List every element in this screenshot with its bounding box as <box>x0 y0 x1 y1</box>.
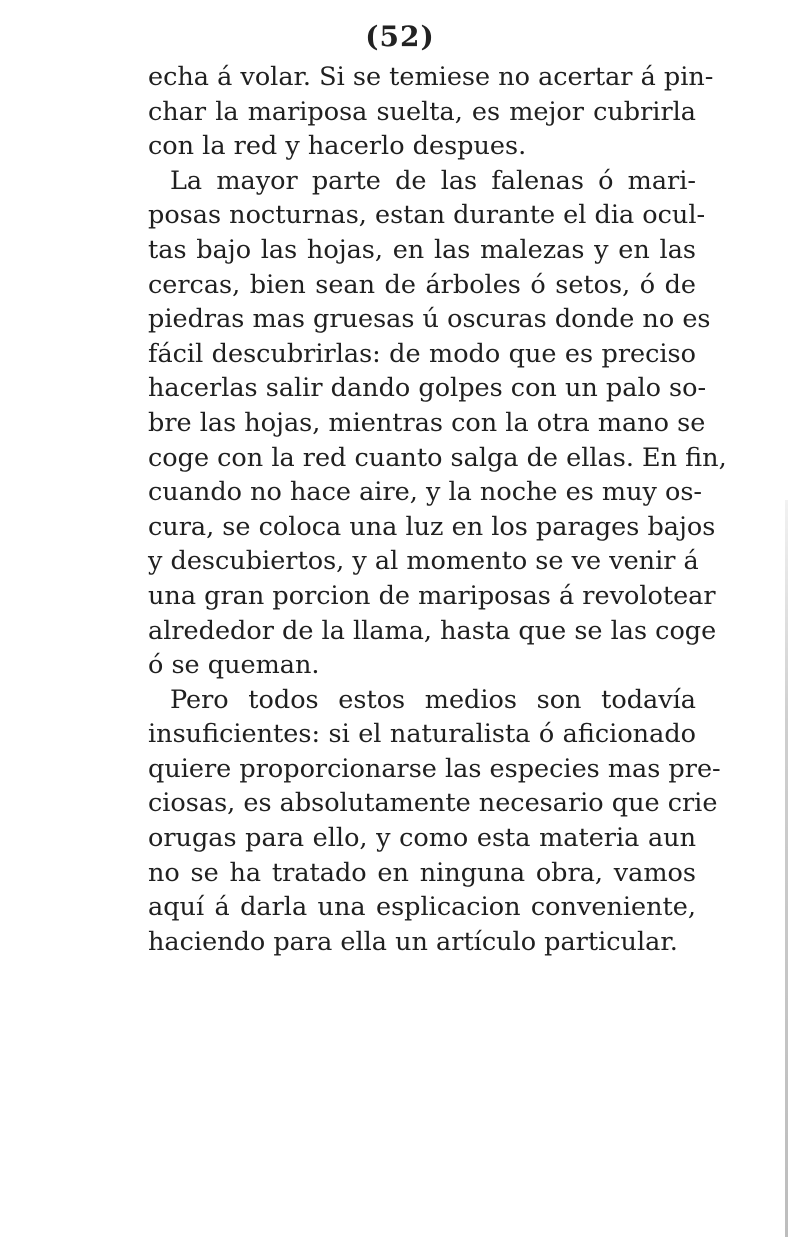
text-line: hacerlas salir dando golpes con un palo so- <box>148 373 707 404</box>
text-line: tas bajo las hojas, en las malezas y en las <box>148 234 696 265</box>
text-line: piedras mas gruesas ú oscuras donde no es <box>148 304 711 335</box>
text-line: echa á volar. Si se temiese no acertar á pin- <box>148 62 714 92</box>
text-line: una gran porcion de mariposas á revolotear <box>148 580 716 611</box>
body-text <box>148 60 727 959</box>
text-line: ó se queman. <box>148 650 320 681</box>
text-line: posas nocturnas, estan durante el dia ocul- <box>148 200 706 231</box>
text-line: La mayor parte de las falenas ó mari- <box>170 165 696 196</box>
text-line: char la mariposa suelta, es mejor cubrirla <box>148 96 696 127</box>
text-line: insuficientes: si el naturalista ó aficionado <box>148 719 696 750</box>
text-line: fácil descubrirlas: de modo que es preciso <box>148 338 696 369</box>
page-edge-shadow <box>785 500 788 1237</box>
text-line: cuando no hace aire, y la noche es muy os- <box>148 477 703 508</box>
text-line: con la red y hacerlo despues. <box>148 131 527 162</box>
text-line: coge con la red cuanto salga de ellas. En fin, <box>148 442 727 473</box>
text-line: quiere proporcionarse las especies mas pre- <box>148 753 721 784</box>
text-line: y descubiertos, y al momento se ve venir á <box>148 546 699 577</box>
text-line: bre las hojas, mientras con la otra mano se <box>148 407 706 438</box>
text-line: cercas, bien sean de árboles ó setos, ó de <box>148 269 696 300</box>
text-line: no se ha tratado en ninguna obra, vamos <box>148 857 696 888</box>
text-line: haciendo para ella un artículo particular. <box>148 926 678 957</box>
text-line: ciosas, es absolutamente necesario que crie <box>148 788 718 819</box>
text-line: alrededor de la llama, hasta que se las coge <box>148 615 717 646</box>
text-line: orugas para ello, y como esta materia aun <box>148 823 696 854</box>
text-line: aquí á darla una esplicacion conveniente, <box>148 892 696 923</box>
page-number: (52) <box>365 20 435 53</box>
text-line: cura, se coloca una luz en los parages bajos <box>148 511 716 542</box>
text-line: Pero todos estos medios son todavía <box>170 684 696 715</box>
